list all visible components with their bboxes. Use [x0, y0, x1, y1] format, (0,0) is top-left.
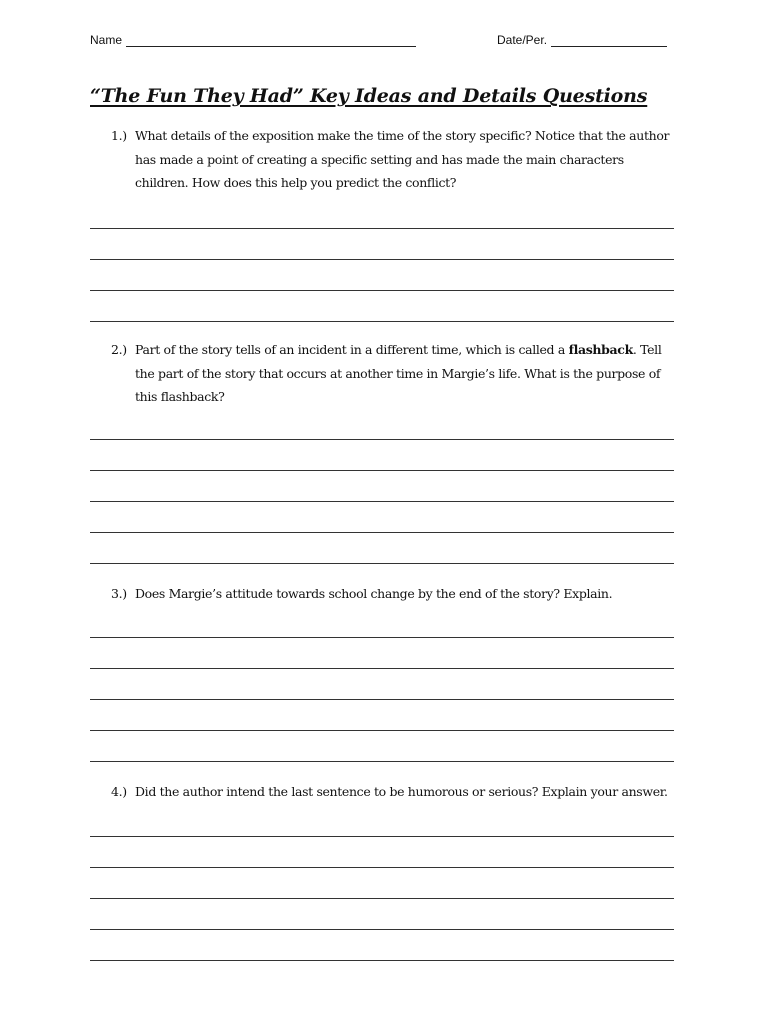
- answer-line: [90, 837, 674, 868]
- answer-line: [90, 700, 674, 731]
- answer-line: [90, 731, 674, 762]
- question-2-prompt: [90, 338, 680, 409]
- date-period-field: [497, 33, 667, 47]
- question-text: Does Margie’s attitude towards school change by the end of the story? Explain.: [135, 586, 613, 601]
- question-2: [90, 338, 680, 564]
- answer-line: [90, 198, 674, 229]
- answer-line: [90, 440, 674, 471]
- question-number: 1.): [111, 128, 127, 143]
- answer-lines: [90, 409, 680, 564]
- name-field: [90, 33, 416, 47]
- question-text: [135, 338, 680, 409]
- answer-line: [90, 291, 674, 322]
- answer-line: [90, 868, 674, 899]
- question-3: [90, 582, 680, 762]
- student-info-header: [90, 33, 680, 51]
- question-number: 4.): [111, 784, 127, 799]
- question-text: What details of the exposition make the time of the story specific? Notice that the author has made a point of creating a specific setting and has made the main characters children. How does this help you predict the conflict?: [135, 128, 670, 190]
- worksheet-title: “The Fun They Had” Key Ideas and Details Questions: [90, 85, 648, 107]
- answer-lines: [90, 607, 680, 762]
- answer-line: [90, 669, 674, 700]
- answer-line: [90, 229, 674, 260]
- answer-line: [90, 607, 674, 638]
- date-period-blank-line: [551, 35, 667, 47]
- question-text-after: . Tell the part of the story that occurs at another time in Margie’s life. What is the purpose of this flashback?: [135, 342, 662, 404]
- question-text: Did the author intend the last sentence to be humorous or serious? Explain your answer.: [135, 784, 668, 799]
- question-number: 2.): [111, 342, 127, 357]
- answer-line: [90, 260, 674, 291]
- question-3-prompt: [90, 582, 680, 606]
- question-4: [90, 780, 680, 961]
- question-1: [90, 124, 680, 322]
- bold-term-flashback: flashback: [568, 342, 633, 357]
- question-text-before: Part of the story tells of an incident in a different time, which is called a: [135, 342, 569, 357]
- answer-lines: [90, 806, 680, 961]
- answer-line: [90, 502, 674, 533]
- answer-lines: [90, 198, 680, 322]
- name-label: Name: [90, 33, 123, 47]
- answer-line: [90, 471, 674, 502]
- name-blank-line: [126, 35, 416, 47]
- answer-line: [90, 806, 674, 837]
- answer-line: [90, 930, 674, 961]
- answer-line: [90, 409, 674, 440]
- question-1-prompt: [90, 124, 680, 195]
- question-number: 3.): [111, 586, 127, 601]
- question-4-prompt: [90, 780, 680, 804]
- answer-line: [90, 899, 674, 930]
- date-period-label: Date/Per.: [497, 33, 548, 47]
- answer-line: [90, 638, 674, 669]
- answer-line: [90, 533, 674, 564]
